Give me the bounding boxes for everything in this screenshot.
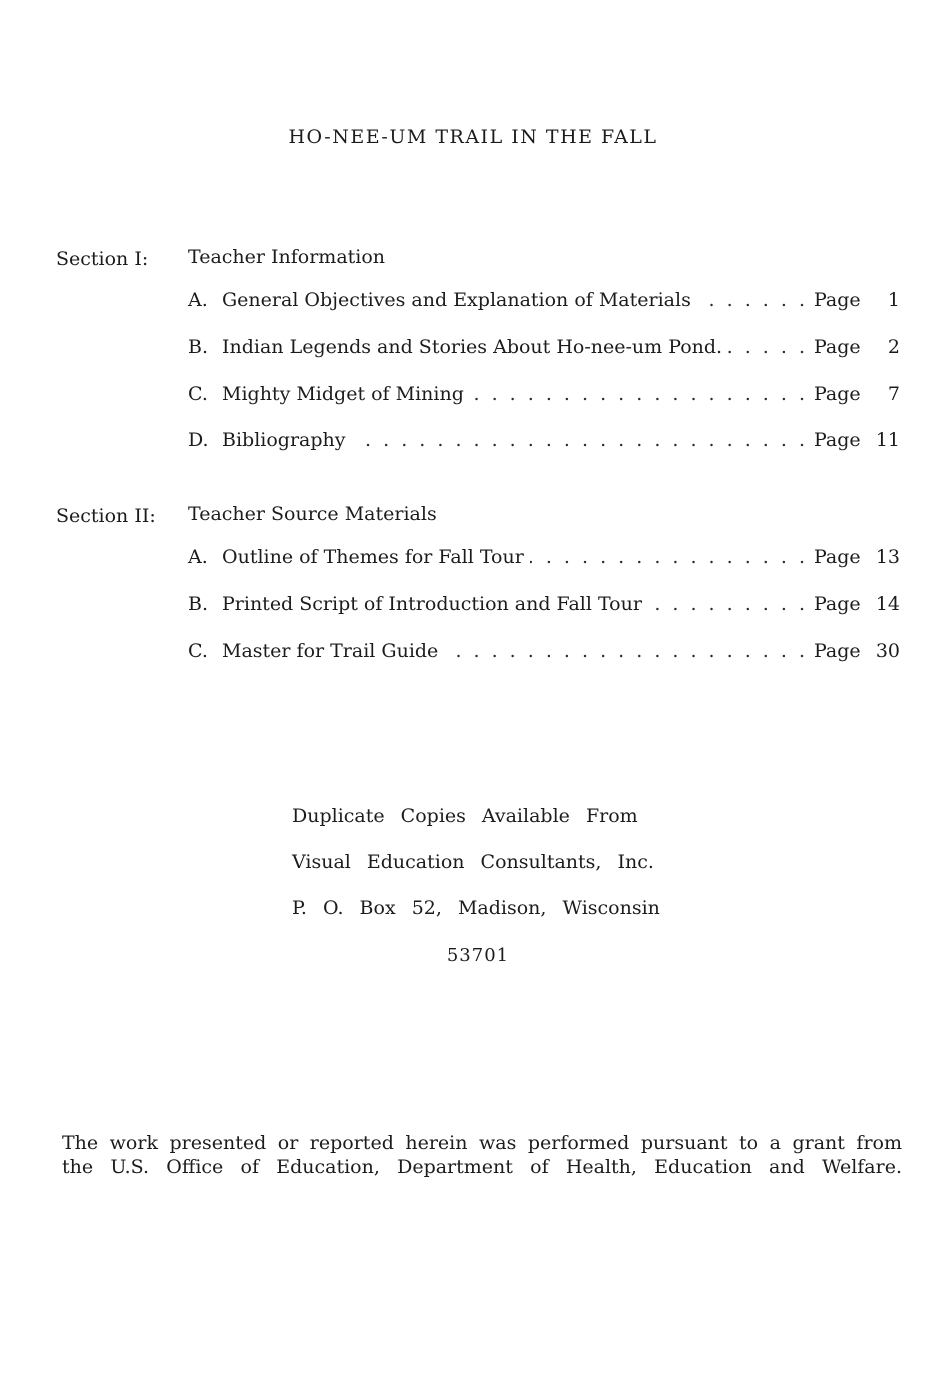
section-2-heading: Teacher Source Materials: [188, 503, 437, 525]
toc-entry-page-label: Page: [814, 546, 861, 568]
zip-code: 53701: [446, 945, 510, 966]
toc-entry-title: Printed Script of Introduction and Fall Tour: [222, 593, 642, 615]
toc-entry-title: General Objectives and Explanation of Materials: [222, 289, 691, 311]
toc-entry-title: Master for Trail Guide: [222, 640, 439, 662]
toc-entry: [188, 289, 900, 317]
toc-entry-page-label: Page: [814, 429, 861, 451]
grant-notice-line-2: the U.S. Office of Education, Department of Health, Education and Welfare.: [62, 1156, 902, 1178]
toc-entry: [188, 336, 900, 364]
toc-entry-letter: D.: [188, 429, 209, 451]
availability-line-3: P. O. Box 52, Madison, Wisconsin: [292, 897, 660, 919]
grant-notice: [62, 1131, 902, 1179]
toc-entry-letter: C.: [188, 640, 208, 662]
section-1-label: Section I:: [56, 248, 149, 270]
toc-entry-page-label: Page: [814, 640, 861, 662]
toc-entry-title: Mighty Midget of Mining: [222, 383, 464, 405]
toc-entry-letter: A.: [188, 546, 208, 568]
toc-entry-letter: C.: [188, 383, 208, 405]
dot-leader: [352, 429, 809, 451]
dot-leader: [697, 289, 808, 311]
toc-entry-page-label: Page: [814, 289, 861, 311]
toc-entry: [188, 640, 900, 668]
dot-leader: [530, 546, 808, 568]
toc-entry-page-number: 14: [875, 593, 900, 615]
dot-leader: [470, 383, 808, 405]
toc-entry-page-label: Page: [814, 336, 861, 358]
toc-entry-title: Outline of Themes for Fall Tour: [222, 546, 524, 568]
toc-entry-page-number: 2: [887, 336, 900, 358]
page-title: HO-NEE-UM TRAIL IN THE FALL: [288, 126, 658, 148]
availability-line-1: Duplicate Copies Available From: [292, 805, 638, 827]
toc-entry-page-number: 7: [887, 383, 900, 405]
dot-leader: [728, 336, 808, 358]
toc-entry-letter: B.: [188, 593, 209, 615]
toc-entry: [188, 546, 900, 574]
section-1-heading: Teacher Information: [188, 246, 386, 268]
toc-entry-page-label: Page: [814, 383, 861, 405]
toc-entry-page-number: 30: [875, 640, 900, 662]
toc-entry-title: Bibliography: [222, 429, 346, 451]
dot-leader: [444, 640, 808, 662]
section-2-label: Section II:: [56, 505, 156, 527]
toc-entry: [188, 429, 900, 457]
dot-leader: [648, 593, 808, 615]
toc-entry: [188, 593, 900, 621]
availability-line-2: Visual Education Consultants, Inc.: [292, 851, 654, 873]
toc-entry-letter: A.: [188, 289, 208, 311]
toc-entry-title: Indian Legends and Stories About Ho-nee-um Pond.: [222, 336, 723, 358]
toc-entry-page-number: 1: [887, 289, 900, 311]
toc-entry-page-number: 13: [875, 546, 900, 568]
grant-notice-line-1: The work presented or reported herein was performed pursuant to a grant from: [62, 1132, 902, 1154]
toc-entry-letter: B.: [188, 336, 209, 358]
toc-entry-page-number: 11: [875, 429, 900, 451]
toc-entry-page-label: Page: [814, 593, 861, 615]
toc-entry: [188, 383, 900, 411]
